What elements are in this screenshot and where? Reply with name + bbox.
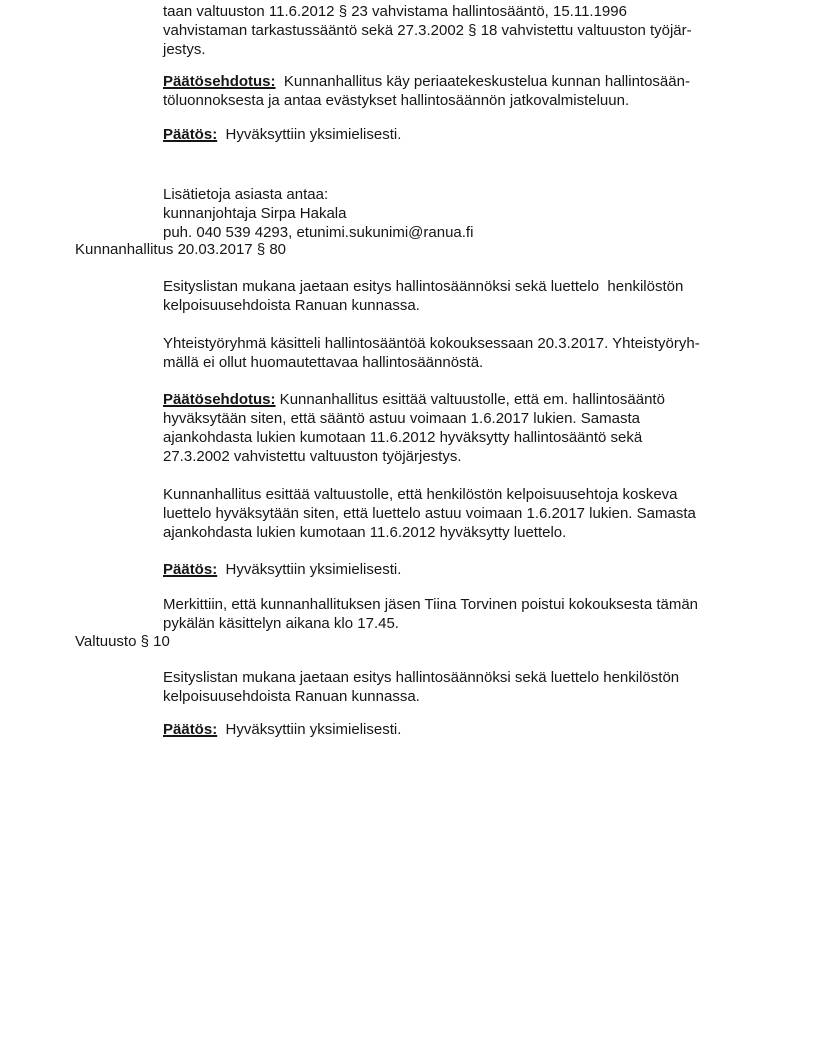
- decision-label: Päätös:: [163, 561, 218, 578]
- decision-proposal-label: Päätösehdotus:: [163, 73, 276, 90]
- section-heading-board: [75, 240, 286, 259]
- paragraph-decision-proposal: [163, 72, 690, 110]
- text-run: Hyväksyttiin yksimielisesti.: [217, 721, 402, 738]
- paragraph-qualifications: [163, 485, 696, 542]
- text-run: Kunnanhallitus esittää valtuustolle, että em. hallintosääntö: [275, 391, 665, 408]
- paragraph-member-left-note: [163, 595, 698, 633]
- text-line: Valtuusto § 10: [75, 633, 170, 650]
- text-line: Kunnanhallitus esittää valtuustolle, että henkilöstön kelpoisuusehtoja koskeva: [163, 486, 678, 503]
- decision-label: Päätös:: [163, 721, 218, 738]
- paragraph-board-decision-proposal: [163, 390, 665, 466]
- decision-label: Päätös:: [163, 126, 218, 143]
- text-line: [163, 390, 665, 409]
- text-line: ajankohdasta lukien kumotaan 11.6.2012 hyväksytty luettelo.: [163, 524, 567, 541]
- text-line: kelpoisuusehdoista Ranuan kunnassa.: [163, 688, 420, 705]
- text-line: puh. 040 539 4293, etunimi.sukunimi@ranua.fi: [163, 224, 474, 241]
- text-line: 27.3.2002 vahvistettu valtuuston työjärjestys.: [163, 448, 462, 465]
- text-line: ajankohdasta lukien kumotaan 11.6.2012 hyväksytty hallintosääntö sekä: [163, 429, 643, 446]
- text-line: Esityslistan mukana jaetaan esitys hallintosäännöksi sekä luettelo henkilöstön: [163, 669, 680, 686]
- text-line: hyväksytään siten, että sääntö astuu voimaan 1.6.2017 lukien. Samasta: [163, 410, 640, 427]
- text-line: kelpoisuusehdoista Ranuan kunnassa.: [163, 297, 420, 314]
- text-run: Hyväksyttiin yksimielisesti.: [217, 561, 402, 578]
- text-run: Hyväksyttiin yksimielisesti.: [217, 126, 402, 143]
- text-line: [163, 72, 690, 91]
- text-line: luettelo hyväksytään siten, että luettelo astuu voimaan 1.6.2017 lukien. Samasta: [163, 505, 696, 522]
- text-line: [163, 720, 401, 739]
- paragraph-council-decision: [163, 720, 401, 739]
- paragraph-continuation: [163, 2, 692, 59]
- paragraph-contact-info: [163, 185, 473, 242]
- text-line: kunnanjohtaja Sirpa Hakala: [163, 205, 347, 222]
- text-line: töluonnoksesta ja antaa evästykset hallintosäännön jatkovalmisteluun.: [163, 92, 630, 109]
- text-line: Esityslistan mukana jaetaan esitys hallintosäännöksi sekä luettelo henkilöstön: [163, 278, 684, 295]
- paragraph-council-agenda: [163, 668, 679, 706]
- text-line: vahvistaman tarkastussääntö sekä 27.3.2002 § 18 vahvistettu valtuuston työjär-: [163, 22, 692, 39]
- decision-proposal-label: Päätösehdotus:: [163, 391, 276, 408]
- text-line: [163, 560, 401, 579]
- text-line: Yhteistyöryhmä käsitteli hallintosääntöä kokouksessaan 20.3.2017. Yhteistyöryh-: [163, 335, 700, 352]
- text-line: Merkittiin, että kunnanhallituksen jäsen Tiina Torvinen poistui kokouksesta tämän: [163, 596, 699, 613]
- text-run: Kunnanhallitus käy periaatekeskustelua kunnan hallintosään-: [275, 73, 690, 90]
- text-line: taan valtuuston 11.6.2012 § 23 vahvistama hallintosääntö, 15.11.1996: [163, 3, 627, 20]
- text-line: mällä ei ollut huomautettavaa hallintosäännöstä.: [163, 354, 484, 371]
- text-line: [163, 125, 401, 144]
- text-line: Kunnanhallitus 20.03.2017 § 80: [75, 241, 287, 258]
- section-heading-council: [75, 632, 170, 651]
- paragraph-board-agenda: [163, 277, 683, 315]
- text-line: jestys.: [163, 41, 206, 58]
- paragraph-decision: [163, 125, 401, 144]
- paragraph-cooperation-group: [163, 334, 700, 372]
- text-line: Lisätietoja asiasta antaa:: [163, 186, 329, 203]
- text-line: pykälän käsittelyn aikana klo 17.45.: [163, 615, 399, 632]
- paragraph-board-decision: [163, 560, 401, 579]
